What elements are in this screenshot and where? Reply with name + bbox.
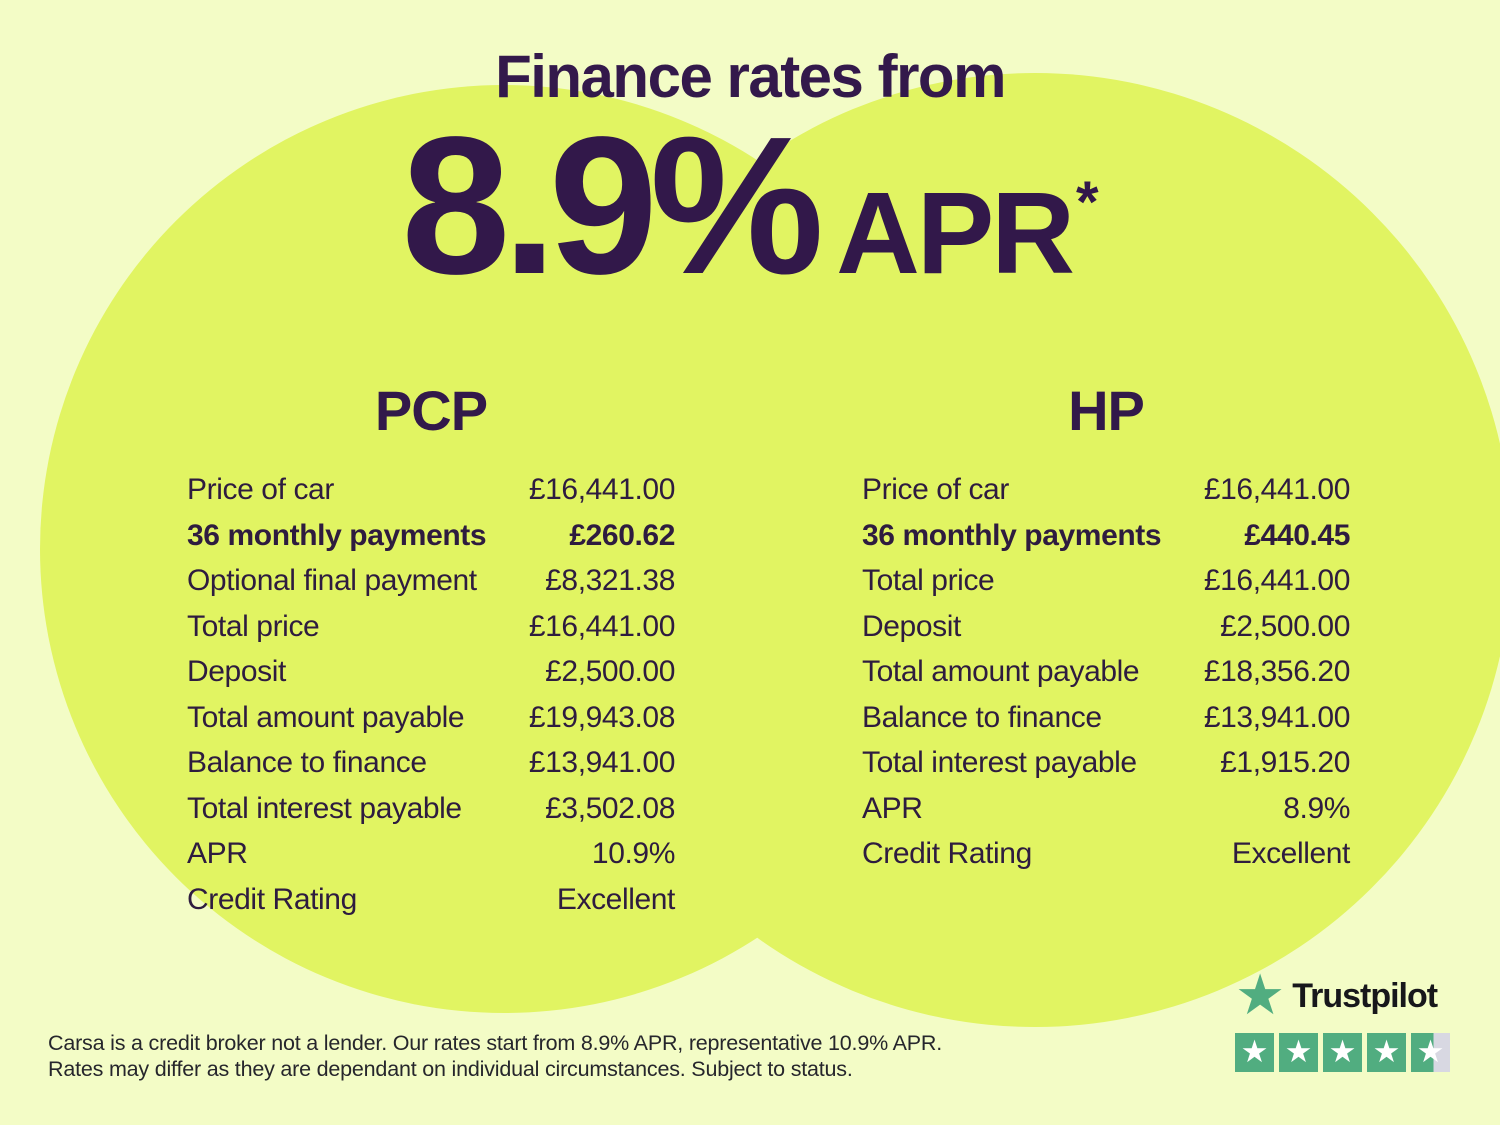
row-value: Excellent: [556, 882, 675, 916]
table-row: [187, 746, 675, 792]
hp-panel: [862, 378, 1350, 883]
disclaimer: [48, 1030, 942, 1082]
row-label: 36 monthly payments: [187, 518, 487, 552]
row-label: APR: [187, 837, 248, 870]
hp-table: [862, 473, 1350, 883]
hero-rate-banner: [0, 96, 1500, 315]
row-label: Total amount payable: [862, 655, 1140, 688]
table-row: [862, 519, 1350, 565]
row-value: £2,500.00: [1220, 609, 1350, 643]
row-label: Total amount payable: [187, 700, 465, 734]
row-value: £13,941.00: [1203, 700, 1350, 734]
star-box-half: [1411, 1033, 1450, 1072]
table-row: [187, 883, 675, 929]
row-value: £440.45: [1244, 518, 1350, 552]
star-icon: ★: [1372, 1034, 1401, 1070]
row-value: 10.9%: [591, 837, 675, 870]
hero-rate: 8.9%: [401, 96, 817, 315]
row-value: £16,441.00: [1203, 473, 1350, 506]
table-row: [187, 837, 675, 883]
star-box: [1235, 1033, 1274, 1072]
table-row: [862, 610, 1350, 656]
row-label: Price of car: [862, 473, 1009, 506]
row-label: Price of car: [187, 473, 334, 506]
row-label: Credit Rating: [862, 837, 1032, 870]
table-row: [187, 610, 675, 656]
star-icon: ★: [1284, 1034, 1313, 1070]
row-value: Excellent: [1231, 837, 1350, 870]
row-value: £16,441.00: [528, 473, 675, 506]
trustpilot-logo: [1235, 963, 1451, 1028]
table-row: [187, 519, 675, 565]
pcp-panel: [187, 378, 675, 928]
star-box: [1279, 1033, 1318, 1072]
disclaimer-line-2: Rates may differ as they are dependant on individual circumstances. Subject to status.: [48, 1057, 853, 1081]
star-icon: ★: [1328, 1034, 1357, 1070]
row-label: Deposit: [862, 609, 961, 643]
row-value: £3,502.08: [545, 791, 675, 825]
disclaimer-line-1: Carsa is a credit broker not a lender. Our rates start from 8.9% APR, representative 10.9% APR.: [48, 1031, 942, 1055]
table-row: [187, 564, 675, 610]
table-row: [862, 792, 1350, 838]
row-label: Total price: [862, 564, 995, 597]
row-value: 8.9%: [1283, 791, 1350, 825]
table-row: [862, 473, 1350, 519]
table-row: [862, 746, 1350, 792]
trustpilot-wordmark: Trustpilot: [1292, 976, 1438, 1015]
row-value: £19,943.08: [528, 700, 675, 734]
hero-apr-label: APR: [836, 168, 1073, 298]
pcp-table: [187, 473, 675, 928]
row-value: £2,500.00: [545, 655, 675, 688]
row-label: Deposit: [187, 655, 286, 688]
row-label: Total price: [187, 609, 320, 643]
table-row: [187, 701, 675, 747]
hero-footnote-asterisk: *: [1076, 170, 1099, 235]
row-value: £260.62: [569, 518, 675, 552]
row-value: £13,941.00: [528, 746, 675, 779]
pcp-heading: PCP: [374, 379, 488, 442]
row-label: Credit Rating: [187, 882, 357, 916]
table-row: [187, 792, 675, 838]
star-box: [1367, 1033, 1406, 1072]
table-row: [862, 655, 1350, 701]
row-value: £16,441.00: [528, 609, 675, 643]
table-row: [187, 655, 675, 701]
table-row: [862, 564, 1350, 610]
row-value: £16,441.00: [1203, 564, 1350, 597]
star-icon: ★: [1240, 1034, 1269, 1070]
row-label: Optional final payment: [187, 564, 477, 597]
trustpilot-badge: [1235, 963, 1451, 1072]
star-box: [1323, 1033, 1362, 1072]
hp-heading: HP: [1068, 379, 1144, 442]
table-row: [187, 473, 675, 519]
row-value: £18,356.20: [1203, 655, 1350, 688]
row-label: APR: [862, 791, 923, 825]
trustpilot-star-icon: ★: [1235, 963, 1286, 1028]
page-title: Finance rates from: [495, 43, 1005, 110]
row-value: £8,321.38: [545, 564, 675, 597]
row-label: Balance to finance: [187, 746, 427, 779]
row-label: Balance to finance: [862, 700, 1102, 734]
row-value: £1,915.20: [1220, 746, 1350, 779]
row-label: Total interest payable: [862, 746, 1137, 779]
table-row: [862, 837, 1350, 883]
row-label: Total interest payable: [187, 791, 462, 825]
row-label: 36 monthly payments: [862, 518, 1162, 552]
star-icon: ★: [1416, 1034, 1445, 1070]
trustpilot-rating-stars: [1235, 1033, 1451, 1072]
table-row: [862, 701, 1350, 747]
